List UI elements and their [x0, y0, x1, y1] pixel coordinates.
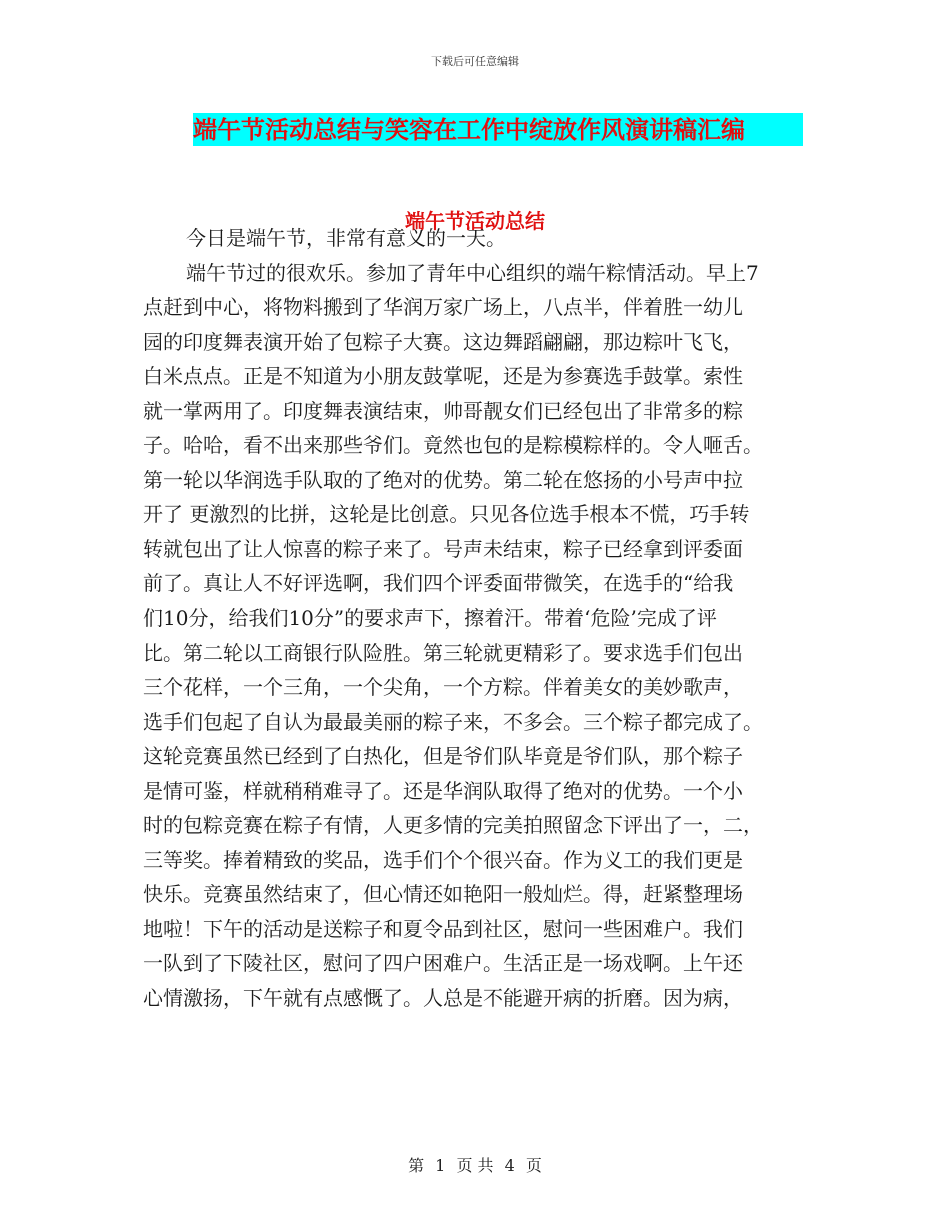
- paragraph-line: 比。第二轮以工商银行队险胜。第三轮就更精彩了。要求选手们包出: [143, 640, 743, 665]
- paragraph-line: 时的包粽竞赛在粽子有情，人更多情的完美拍照留念下评出了一，二，: [143, 813, 763, 838]
- paragraph-line: 子。哈哈，看不出来那些爷们。竟然也包的是粽模粽样的。令人咂舌。: [143, 433, 763, 458]
- paragraph-line: 这轮竞赛虽然已经到了白热化，但是爷们队毕竟是爷们队，那个粽子: [143, 744, 743, 769]
- paragraph-line: 是情可鉴，样就稍稍难寻了。还是华润队取得了绝对的优势。一个小: [143, 778, 743, 803]
- body-text: [143, 220, 815, 1016]
- paragraph-line: 们10分，给我们10分”的要求声下，擦着汗。带着‘危险’完成了评: [143, 606, 717, 631]
- paragraph-line: 今日是端午节，非常有意义的一天。: [186, 226, 506, 250]
- paragraph-line: 转就包出了让人惊喜的粽子来了。号声未结束，粽子已经拿到评委面: [143, 536, 743, 561]
- paragraph-line: 端午节过的很欢乐。参加了青年中心组织的端午粽情活动。早上7: [186, 260, 759, 285]
- paragraph-line: 前了。真让人不好评选啊，我们四个评委面带微笑，在选手的“给我: [143, 571, 734, 596]
- page-footer: [0, 1153, 950, 1176]
- paragraph-line: 第一轮以华润选手队取的了绝对的优势。第二轮在悠扬的小号声中拉: [143, 467, 743, 492]
- page-label-prefix: 第: [408, 1156, 425, 1175]
- paragraph-line: 三等奖。捧着精致的奖品，选手们个个很兴奋。作为义工的我们更是: [143, 847, 743, 872]
- page-label-suffix: 页: [525, 1156, 542, 1175]
- paragraph-line: 点赶到中心，将物料搬到了华润万家广场上，八点半，伴着胜一幼儿: [143, 295, 743, 320]
- paragraph-line: 开了 更激烈的比拼，这轮是比创意。只见各位选手根本不慌，巧手转: [143, 502, 750, 527]
- paragraph-line: 一队到了下陵社区，慰问了四户困难户。生活正是一场戏啊。上午还: [143, 951, 743, 976]
- paragraph-line: 园的印度舞表演开始了包粽子大赛。这边舞蹈翩翩，那边粽叶飞飞，: [143, 329, 743, 354]
- total-pages: 4: [504, 1156, 515, 1175]
- paragraph-line: 地啦！下午的活动是送粽子和夏令品到社区，慰问一些困难户。我们: [143, 916, 743, 941]
- page-number: 1: [435, 1156, 446, 1175]
- paragraph-line: 选手们包起了自认为最最美丽的粽子来，不多会。三个粽子都完成了。: [143, 709, 763, 734]
- paragraph-line: 快乐。竞赛虽然结束了，但心情还如艳阳一般灿烂。得，赶紧整理场: [143, 882, 743, 907]
- document-title: 端午节活动总结与笑容在工作中绽放作风演讲稿汇编: [193, 113, 803, 146]
- paragraph-line: 就一掌两用了。印度舞表演结束，帅哥靓女们已经包出了非常多的粽: [143, 398, 743, 423]
- paragraph-line: 白米点点。正是不知道为小朋友鼓掌呢，还是为参赛选手鼓掌。索性: [143, 364, 743, 389]
- page-header-note: 下载后可任意编辑: [431, 55, 519, 68]
- paragraph-line: 心情激扬，下午就有点感慨了。人总是不能避开病的折磨。因为病，: [143, 986, 743, 1011]
- section-title: 端午节活动总结: [405, 209, 545, 233]
- paragraph-line: 三个花样，一个三角，一个尖角，一个方粽。伴着美女的美妙歌声，: [143, 675, 743, 700]
- page-label-mid: 页 共: [456, 1156, 494, 1175]
